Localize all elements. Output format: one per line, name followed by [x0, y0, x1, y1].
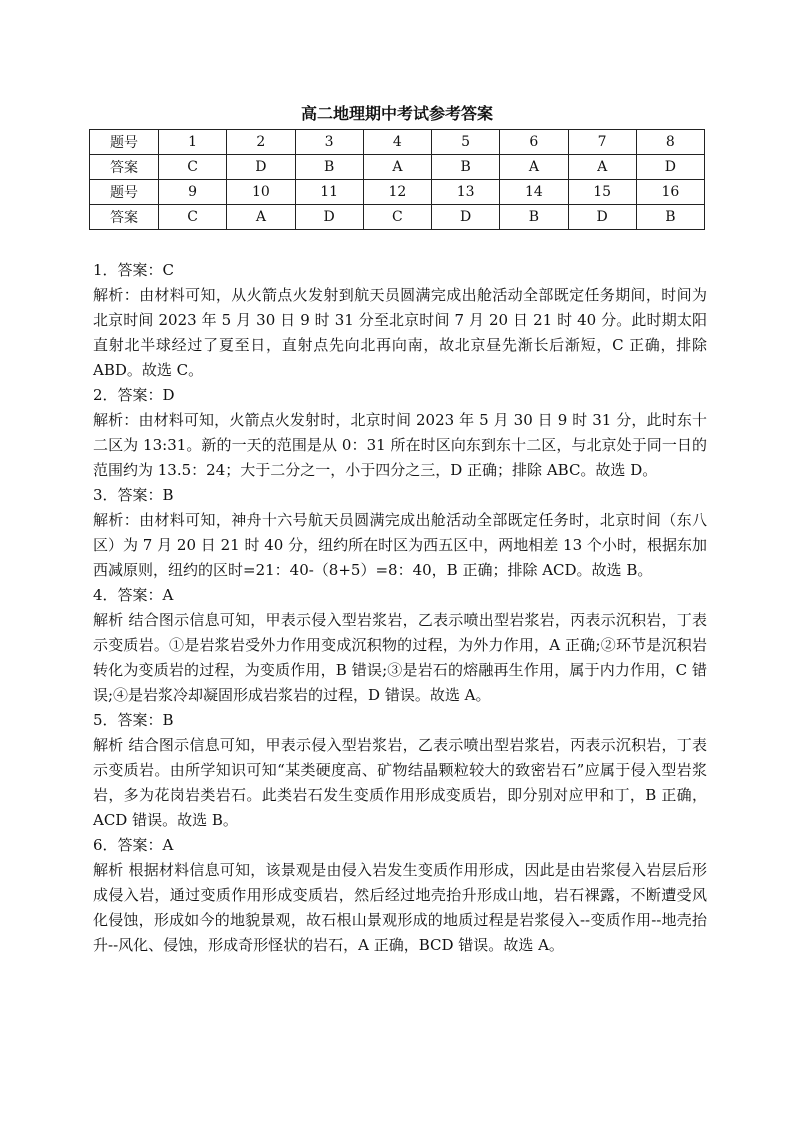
answer-line: 6．答案：A — [93, 836, 174, 854]
table-cell: A — [568, 155, 636, 180]
table-cell: 11 — [295, 180, 363, 205]
table-cell: 13 — [432, 180, 500, 205]
explanation-paragraph: 解析 结合图示信息可知，甲表示侵入型岩浆岩，乙表示喷出型岩浆岩，丙表示沉积岩，丁表示变质岩。①是岩浆岩受外力作用变成沉积物的过程，为外力作用，A 正确;②环节是沉积岩转化为变质岩的过程，为变质作用，B 错误;③是岩石的熔融再生作用，属于内力作用，C 错误;④是岩浆冷却凝固形成岩浆岩的过程，D 错误。故选 A。 — [93, 611, 707, 704]
table-cell: D — [295, 205, 363, 230]
table-cell: 6 — [500, 130, 568, 155]
explanation-paragraph: 解析 根据材料信息可知，该景观是由侵入岩发生变质作用形成，因此是由岩浆侵入岩层后形成侵入岩，通过变质作用形成变质岩，然后经过地壳抬升形成山地，岩石裸露，不断遭受风化侵蚀，形成如今的地貌景观，故石根山景观形成的地质过程是岩浆侵入--变质作用--地壳抬升--风化、侵蚀，形成奇形怪状的岩石，A 正确，BCD 错误。故选 A。 — [93, 861, 707, 954]
table-cell: 9 — [159, 180, 227, 205]
table-cell: D — [432, 205, 500, 230]
table-cell: 3 — [295, 130, 363, 155]
table-row — [90, 205, 705, 230]
table-cell: C — [159, 155, 227, 180]
explanation-paragraph: 解析：由材料可知，火箭点火发射时，北京时间 2023 年 5 月 30 日 9 时 31 分，此时东十二区为 13:31。新的一天的范围是从 0：31 所在时区向东到东十二区，与北京处于同一日的范围约为 13.5：24；大于二分之一，小于四分之三，D 正确；排除 ABC。故选 D。 — [93, 411, 707, 479]
answer-explanations — [93, 258, 707, 958]
answer-line: 2．答案：D — [93, 386, 175, 404]
row-header-cell: 答案 — [90, 155, 159, 180]
table-cell: 2 — [227, 130, 295, 155]
explanation-paragraph: 解析：由材料可知，从火箭点火发射到航天员圆满完成出舱活动全部既定任务期间，时间为北京时间 2023 年 5 月 30 日 9 时 31 分至北京时间 7 月 20 日 21 时 40 分。此时期太阳直射北半球经过了夏至日，直射点先向北再向南，故北京昼先渐长后渐短，C 正确，排除 ABD。故选 C。 — [93, 286, 707, 379]
table-cell: 8 — [636, 130, 704, 155]
table-cell: B — [432, 155, 500, 180]
table-cell: A — [363, 155, 431, 180]
table-cell: 14 — [500, 180, 568, 205]
table-cell: C — [363, 205, 431, 230]
table-cell: 10 — [227, 180, 295, 205]
table-cell: A — [500, 155, 568, 180]
table-cell: B — [295, 155, 363, 180]
row-header-cell: 题号 — [90, 180, 159, 205]
row-header-cell: 答案 — [90, 205, 159, 230]
table-cell: A — [227, 205, 295, 230]
table-cell: D — [568, 205, 636, 230]
table-cell: C — [159, 205, 227, 230]
table-row — [90, 180, 705, 205]
table-cell: 7 — [568, 130, 636, 155]
table-row — [90, 130, 705, 155]
explanation-paragraph: 解析：由材料可知，神舟十六号航天员圆满完成出舱活动全部既定任务时，北京时间（东八区）为 7 月 20 日 21 时 40 分，纽约所在时区为西五区中，两地相差 13 个小时，根据东加西减原则，纽约的区时=21：40-（8+5）=8：40，B 正确；排除 ACD。故选 B。 — [93, 511, 707, 579]
table-cell: B — [500, 205, 568, 230]
table-cell: B — [636, 205, 704, 230]
answer-line: 1．答案：C — [93, 261, 175, 279]
table-cell: D — [227, 155, 295, 180]
table-cell: 1 — [159, 130, 227, 155]
answer-table — [89, 129, 705, 230]
table-row — [90, 155, 705, 180]
table-cell: 16 — [636, 180, 704, 205]
table-cell: 5 — [432, 130, 500, 155]
page-title: 高二地理期中考试参考答案 — [300, 104, 493, 123]
answer-line: 4．答案：A — [93, 586, 174, 604]
table-cell: 12 — [363, 180, 431, 205]
answer-line: 3．答案：B — [93, 486, 174, 504]
answer-line: 5．答案：B — [93, 711, 174, 729]
explanation-paragraph: 解析 结合图示信息可知，甲表示侵入型岩浆岩，乙表示喷出型岩浆岩，丙表示沉积岩，丁表示变质岩。由所学知识可知“某类硬度高、矿物结晶颗粒较大的致密岩石”应属于侵入型岩浆岩，多为花岗岩类岩石。此类岩石发生变质作用形成变质岩，即分别对应甲和丁，B 正确，ACD 错误。故选 B。 — [93, 736, 707, 829]
row-header-cell: 题号 — [90, 130, 159, 155]
table-cell: 4 — [363, 130, 431, 155]
table-cell: 15 — [568, 180, 636, 205]
table-cell: D — [636, 155, 704, 180]
